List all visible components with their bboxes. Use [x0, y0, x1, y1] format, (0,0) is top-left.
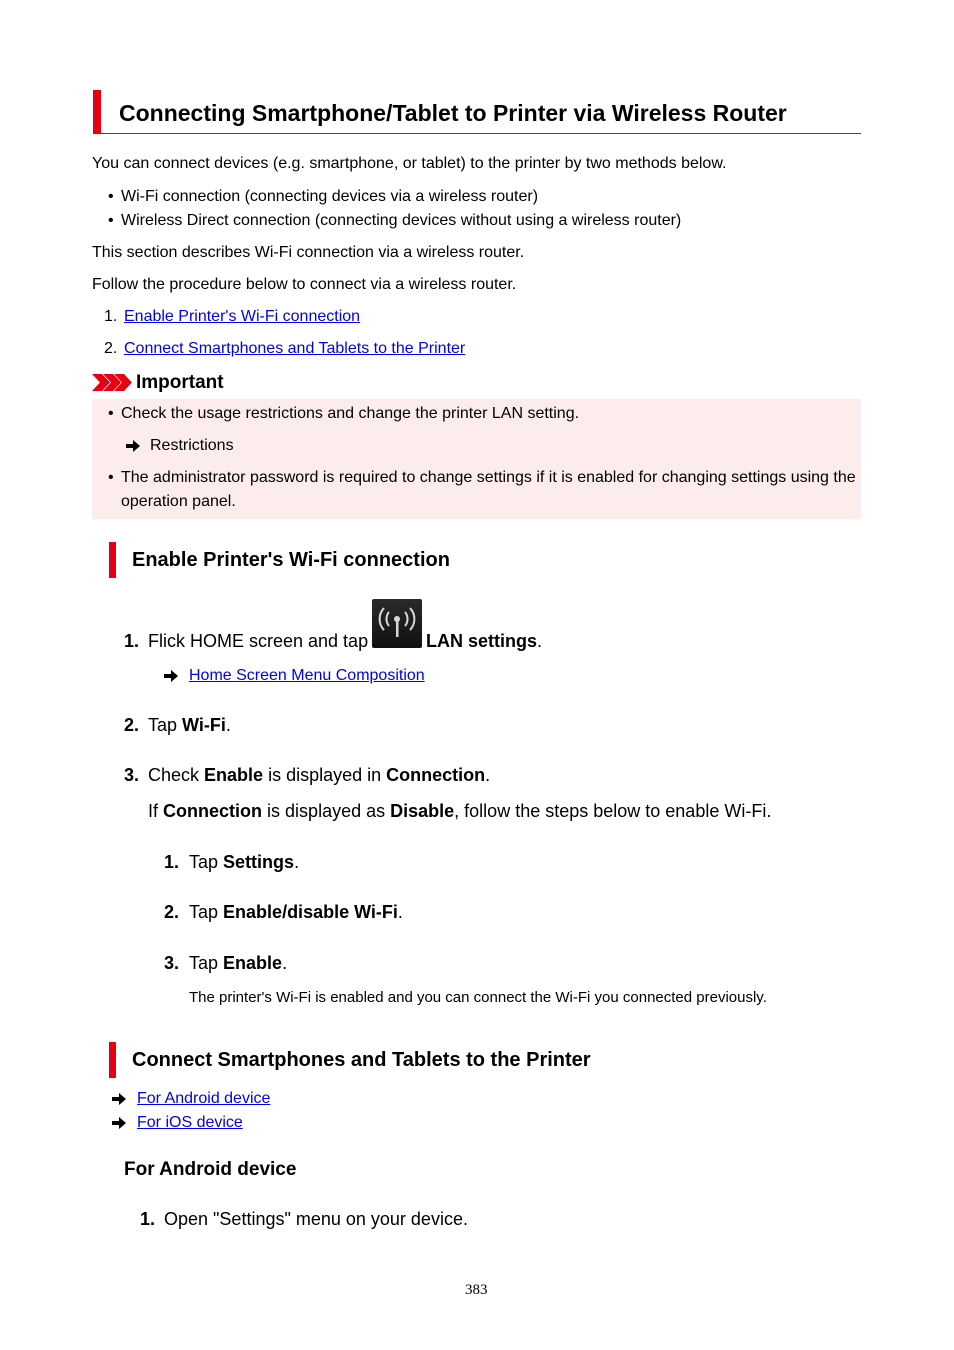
- toc-num-1: 1.: [104, 308, 118, 325]
- android-step1-text: Open "Settings" menu on your device.: [164, 1209, 468, 1229]
- toc-link-enable-wifi[interactable]: Enable Printer's Wi-Fi connection: [124, 308, 361, 325]
- wireless-antenna-icon[interactable]: [372, 599, 422, 648]
- step1-bold: LAN settings.: [426, 631, 543, 651]
- step3-text: Check Enable is displayed in Connection.: [148, 765, 491, 785]
- title-accent-bar: [93, 90, 101, 134]
- method-bullet-2: •: [108, 212, 114, 229]
- right-arrow-icon: [126, 440, 140, 452]
- step3-note: If Connection is displayed as Disable, follow the steps below to enable Wi-Fi.: [148, 801, 772, 821]
- desc-text-2: Follow the procedure below to connect via a wireless router.: [92, 276, 517, 293]
- toc-link-connect-devices[interactable]: Connect Smartphones and Tablets to the Printer: [124, 340, 466, 357]
- page-title: Connecting Smartphone/Tablet to Printer via Wireless Router: [119, 100, 787, 126]
- method-item-2: Wireless Direct connection (connecting devices without using a wireless router): [121, 212, 682, 229]
- section2-accent-bar: [109, 1042, 116, 1078]
- intro-text: You can connect devices (e.g. smartphone, or tablet) to the printer by two methods below.: [92, 155, 727, 172]
- substep2-num: 2.: [164, 902, 180, 922]
- important-item-2-line-2: operation panel.: [121, 493, 236, 510]
- android-step1-num: 1.: [140, 1209, 156, 1229]
- method-bullet-1: •: [108, 188, 114, 205]
- android-heading: For Android device: [124, 1159, 297, 1180]
- step3-num: 3.: [124, 765, 140, 785]
- ios-device-link[interactable]: For iOS device: [137, 1114, 243, 1131]
- triple-chevron-icon: [92, 374, 132, 391]
- desc-text-1: This section describes Wi-Fi connection via a wireless router.: [92, 244, 525, 261]
- page-number: 383: [465, 1282, 488, 1298]
- section1-accent-bar: [109, 542, 116, 578]
- section2-heading: Connect Smartphones and Tablets to the Printer: [132, 1049, 591, 1071]
- substep3-text: Tap Enable.: [189, 953, 288, 973]
- restrictions-link[interactable]: Restrictions: [150, 437, 234, 454]
- substep2-text: Tap Enable/disable Wi-Fi.: [189, 902, 403, 922]
- step1-text: Flick HOME screen and tap: [148, 631, 369, 651]
- step2-num: 2.: [124, 715, 140, 735]
- title-underline: [101, 133, 861, 134]
- important-item-2-line-1: The administrator password is required to change settings if it is enabled for changing settings using the: [121, 469, 856, 486]
- substep3-result: The printer's Wi-Fi is enabled and you can connect the Wi-Fi you connected previously.: [189, 989, 767, 1006]
- substep3-num: 3.: [164, 953, 180, 973]
- toc-num-2: 2.: [104, 340, 118, 357]
- home-screen-menu-link[interactable]: Home Screen Menu Composition: [189, 667, 425, 684]
- right-arrow-icon: [164, 670, 178, 682]
- section1-heading: Enable Printer's Wi-Fi connection: [132, 549, 450, 571]
- important-item-1: Check the usage restrictions and change the printer LAN setting.: [121, 405, 580, 422]
- substep1-num: 1.: [164, 852, 180, 872]
- right-arrow-icon: [112, 1093, 126, 1105]
- important-heading: Important: [136, 372, 224, 393]
- important-bullet-2: •: [108, 469, 114, 486]
- android-device-link[interactable]: For Android device: [137, 1090, 271, 1107]
- step1-num: 1.: [124, 631, 140, 651]
- substep1-text: Tap Settings.: [189, 852, 300, 872]
- right-arrow-icon: [112, 1117, 126, 1129]
- method-item-1: Wi-Fi connection (connecting devices via a wireless router): [121, 188, 539, 205]
- step2-text: Tap Wi-Fi.: [148, 715, 231, 735]
- important-bullet-1: •: [108, 405, 114, 422]
